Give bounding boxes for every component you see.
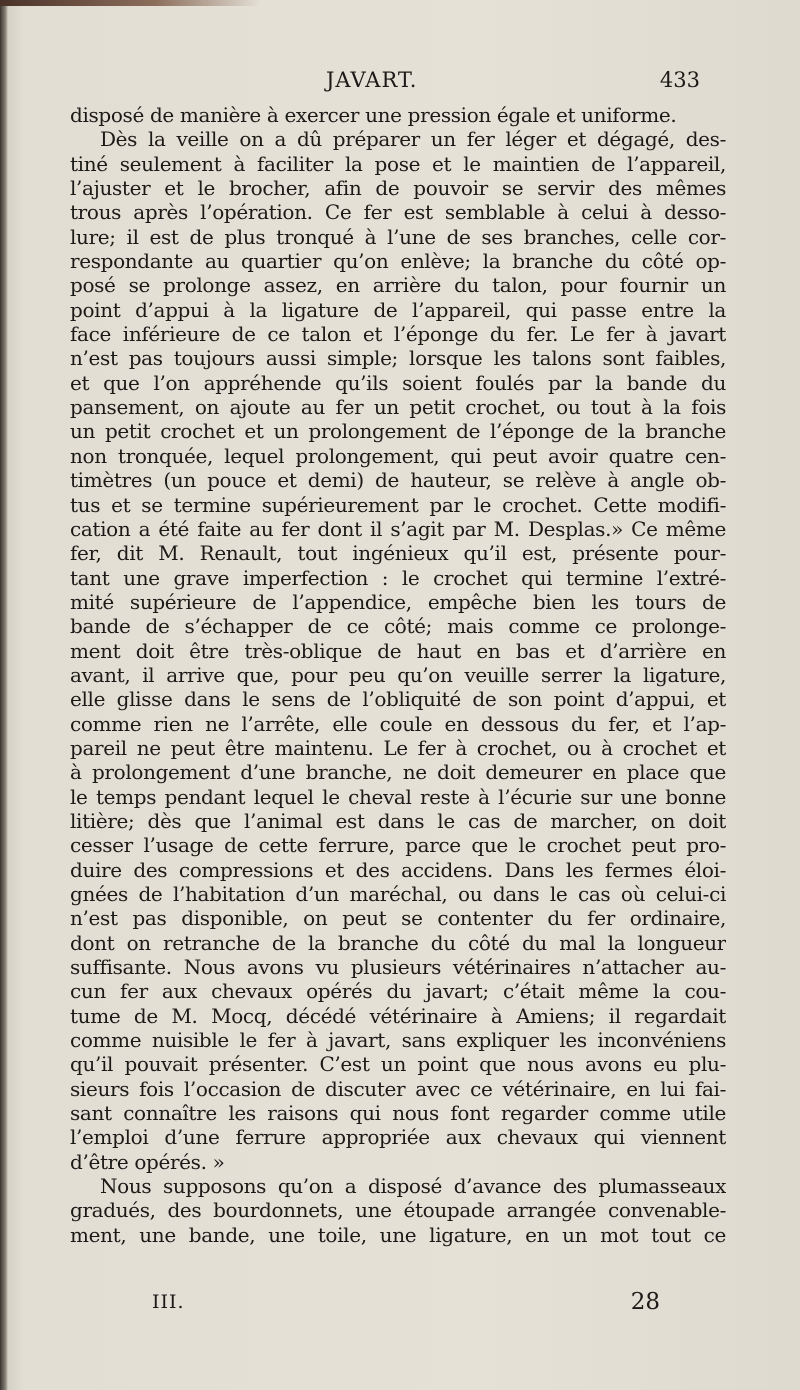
signature-mark: 28 — [630, 1289, 660, 1315]
text-line: l’emploi d’une ferrure appropriée aux chevaux qui viennent — [70, 1125, 726, 1150]
page-spine-shadow — [0, 0, 8, 1390]
text-line: bande de s’échapper de ce côté; mais comme ce prolonge- — [70, 614, 726, 639]
running-title: JAVART. — [326, 68, 418, 92]
text-line: litière; dès que l’animal est dans le cas de marcher, on doit — [70, 808, 726, 833]
text-line: qu’il pouvait présenter. C’est un point que nous avons eu plu- — [70, 1052, 726, 1077]
text-line: elle glisse dans le sens de l’obliquité de son point d’appui, et — [70, 687, 726, 712]
text-line: à prolongement d’une branche, ne doit demeurer en place que — [70, 760, 726, 785]
text-line: n’est pas disponible, on peut se contenter du fer ordinaire, — [70, 906, 726, 931]
text-line: respondante au quartier qu’on enlève; la branche du côté op- — [70, 249, 726, 274]
text-line: d’être opérés. » — [70, 1149, 225, 1174]
text-line: n’est pas toujours aussi simple; lorsque les talons sont faibles, — [70, 346, 726, 371]
text-line: tiné seulement à faciliter la pose et le maintien de l’appareil, — [70, 151, 726, 176]
text-line: non tronquée, lequel prolongement, qui peut avoir quatre cen- — [70, 443, 726, 468]
text-line: comme rien ne l’arrête, elle coule en dessous du fer, et l’ap- — [70, 711, 726, 736]
text-line: Nous supposons qu’on a disposé d’avance des plumasseaux — [100, 1174, 726, 1199]
text-line: Dès la veille on a dû préparer un fer léger et dégagé, des- — [100, 127, 726, 152]
text-line: timètres (un pouce et demi) de hauteur, se relève à angle ob- — [70, 468, 726, 493]
text-line: gradués, des bourdonnets, une étoupade arrangée convenable- — [70, 1198, 726, 1223]
page-number: 433 — [659, 68, 700, 92]
page-header — [70, 68, 706, 98]
text-line: un petit crochet et un prolongement de l’éponge de la branche — [70, 419, 726, 444]
text-line: avant, il arrive que, pour peu qu’on veuille serrer la ligature, — [70, 662, 726, 687]
text-line: disposé de manière à exercer une pression égale et uniforme. — [70, 103, 677, 127]
text-line: tant une grave imperfection : le crochet qui termine l’extré- — [70, 565, 726, 590]
body-text — [70, 103, 726, 1247]
text-line: ment doit être très-oblique de haut en bas et d’arrière en — [70, 638, 726, 663]
text-line: cun fer aux chevaux opérés du javart; c’était même la cou- — [70, 979, 726, 1004]
text-line: l’ajuster et le brocher, afin de pouvoir se servir des mêmes — [70, 176, 726, 201]
text-line: fer, dit M. Renault, tout ingénieux qu’il est, présente pour- — [70, 541, 726, 566]
text-line: posé se prolonge assez, en arrière du talon, pour fournir un — [70, 273, 726, 298]
text-line: pansement, on ajoute au fer un petit crochet, ou tout à la fois — [70, 395, 726, 420]
page-footer — [70, 1291, 710, 1319]
text-line: sieurs fois l’occasion de discuter avec ce vétérinaire, en lui fai- — [70, 1076, 726, 1101]
text-line: cesser l’usage de cette ferrure, parce que le crochet peut pro- — [70, 833, 726, 858]
text-line: mité supérieure de l’appendice, empêche bien les tours de — [70, 589, 726, 614]
text-line: et que l’on appréhende qu’ils soient foulés par la bande du — [70, 370, 726, 395]
text-line: gnées de l’habitation d’un maréchal, ou dans le cas où celui-ci — [70, 882, 726, 906]
text-line: face inférieure de ce talon et l’éponge du fer. Le fer à javart — [70, 322, 726, 347]
text-line: duire des compressions et des accidens. Dans les fermes éloi- — [70, 857, 726, 882]
text-line: tume de M. Mocq, décédé vétérinaire à Amiens; il regardait — [70, 1003, 726, 1028]
text-line: sant connaître les raisons qui nous font regarder comme utile — [70, 1101, 726, 1126]
text-line: suffisante. Nous avons vu plusieurs vétérinaires n’attacher au- — [70, 955, 726, 980]
text-line: tus et se termine supérieurement par le crochet. Cette modifi- — [70, 492, 726, 517]
page-top-edge — [0, 0, 260, 6]
text-line: ment, une bande, une toile, une ligature, en un mot tout ce — [70, 1222, 726, 1247]
text-line: comme nuisible le fer à javart, sans expliquer les inconvéniens — [70, 1028, 726, 1053]
text-line: le temps pendant lequel le cheval reste à l’écurie sur une bonne — [70, 784, 726, 809]
volume-number: III. — [152, 1291, 185, 1313]
text-line: point d’appui à la ligature de l’appareil, qui passe entre la — [70, 297, 726, 322]
text-line: cation a été faite au fer dont il s’agit par M. Desplas.» Ce même — [70, 516, 726, 541]
text-line: lure; il est de plus tronqué à l’une de ses branches, celle cor- — [70, 224, 726, 249]
text-line: dont on retranche de la branche du côté du mal la longueur — [70, 930, 726, 955]
text-line: trous après l’opération. Ce fer est semblable à celui à desso- — [70, 200, 726, 225]
text-line: pareil ne peut être maintenu. Le fer à crochet, ou à crochet et — [70, 735, 726, 760]
